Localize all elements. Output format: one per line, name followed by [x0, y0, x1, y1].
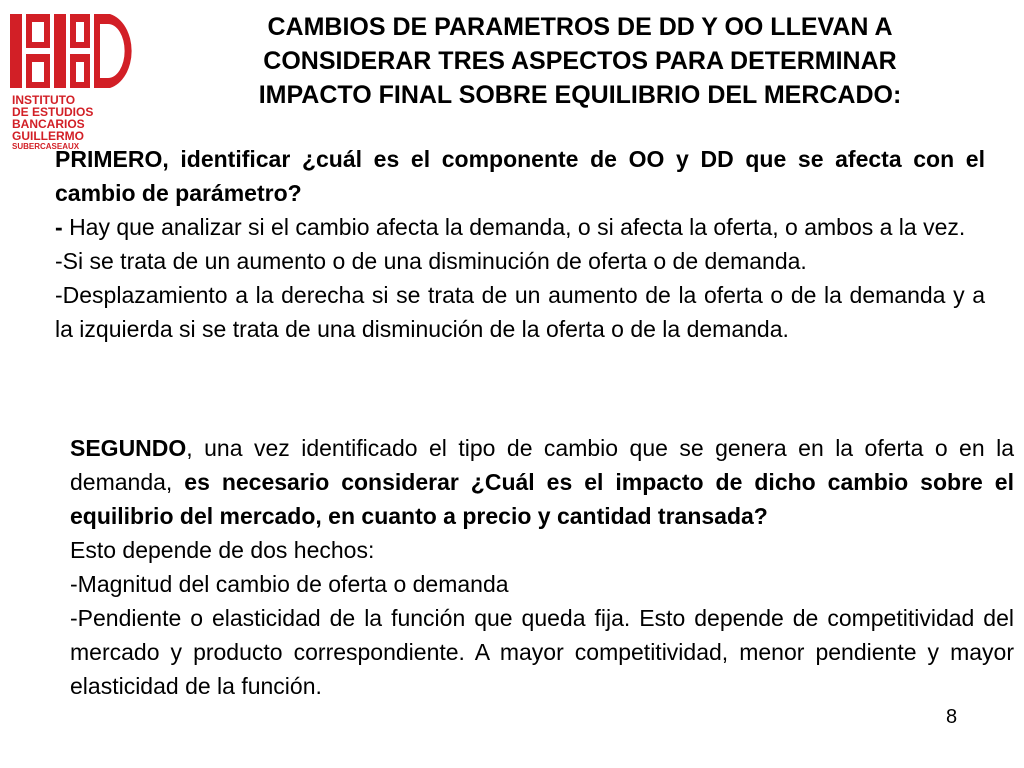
primero-bullet-1	[55, 210, 985, 244]
primero-section	[55, 142, 985, 346]
title-line: IMPACTO FINAL SOBRE EQUILIBRIO DEL MERCADO:	[258, 81, 902, 109]
page-number: 8	[946, 706, 958, 728]
segundo-intro: , una vez identificado el tipo de cambio que se genera en la oferta o en la demanda,	[70, 435, 1014, 495]
segundo-item-2: -Pendiente o elasticidad de la función que queda fija. Esto depende de competitividad del mercado y producto correspondiente. A mayor competitividad, menor pendiente y mayor elasticidad de la función.	[70, 605, 1014, 699]
title-line: CONSIDERAR TRES ASPECTOS PARA DETERMINAR	[263, 47, 897, 75]
segundo-section	[70, 431, 1014, 703]
primero-bullet-2: -Si se trata de un aumento o de una disminución de oferta o de demanda.	[55, 248, 807, 274]
segundo-label: SEGUNDO	[70, 435, 187, 461]
bullet-text: Hay que analizar si el cambio afecta la demanda, o si afecta la oferta, o ambos a la vez.	[69, 214, 966, 240]
title-line: CAMBIOS DE PARAMETROS DE DD Y OO LLEVAN A	[267, 13, 893, 41]
logo-line: BANCARIOS	[12, 117, 85, 131]
logo-line: DE ESTUDIOS	[12, 105, 94, 119]
primero-bullet-3: -Desplazamiento a la derecha si se trata de un aumento de la oferta o de la demanda y a la izquierda si se trata de una disminución de la oferta o de la demanda.	[55, 282, 985, 342]
dash-marker: -	[55, 214, 70, 240]
logo-line: INSTITUTO	[12, 93, 76, 107]
primero-heading: PRIMERO, identificar ¿cuál es el componente de OO y DD que se afecta con el cambio de parámetro?	[55, 146, 985, 206]
slide-title	[150, 10, 1010, 112]
segundo-item-1: -Magnitud del cambio de oferta o demanda	[70, 571, 509, 597]
segundo-depends: Esto depende de dos hechos:	[70, 537, 375, 563]
segundo-question: es necesario considerar ¿Cuál es el impacto de dicho cambio sobre el equilibrio del mercado, en cuanto a precio y cantidad transada?	[70, 469, 1014, 529]
segundo-paragraph	[70, 431, 1014, 533]
logo-line: SUBERCASEAUX	[12, 142, 80, 151]
logo-line: GUILLERMO	[12, 129, 84, 143]
